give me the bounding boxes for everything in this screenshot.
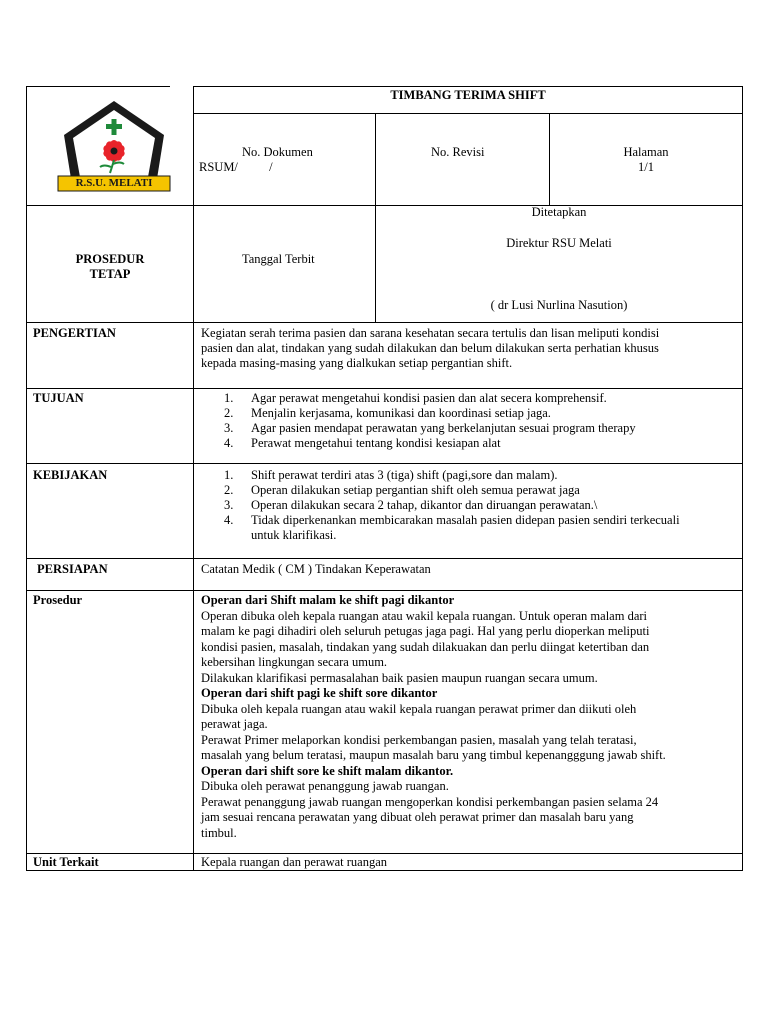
director-name: ( dr Lusi Nurlina Nasution) [490, 298, 628, 312]
list-item: 1. Shift perawat terdiri atas 3 (tiga) shift (pagi,sore dan malam). [224, 468, 558, 482]
pengertian-text-line: Kegiatan serah terima pasien dan sarana kesehatan secara tertulis dan lisan meliputi kondisi [201, 326, 660, 340]
prosedur-line: jam sesuai rencana perawatan yang dibuat oleh perawat primer dan masalah baru yang [201, 810, 634, 824]
director-label: Direktur RSU Melati [506, 236, 612, 250]
prosedur-line: Operan dibuka oleh kepala ruangan atau wakil kepala ruangan. Untuk operan malam dari [201, 608, 648, 623]
kebijakan-list [224, 468, 680, 543]
unit-terkait-text: Kepala ruangan dan perawat ruangan [201, 855, 388, 869]
prosedur-heading: Operan dari Shift malam ke shift pagi dikantor [201, 593, 455, 607]
prosedur-line: Perawat Primer melaporkan kondisi perkembangan pasien, masalah yang telah teratasi, [201, 732, 637, 747]
tujuan-label: TUJUAN [33, 391, 84, 405]
list-item: 4. Tidak diperkenankan membicarakan masalah pasien didepan pasien sendiri terkecuali [224, 513, 680, 527]
page-value: 1/1 [638, 160, 654, 174]
prosedur-line: perawat jaga. [201, 717, 268, 731]
hospital-logo [52, 97, 176, 193]
kebijakan-label: KEBIJAKAN [33, 468, 108, 482]
list-item: 3. Operan dilakukan secara 2 tahap, dikantor dan diruangan perawatan.\ [224, 498, 598, 512]
tujuan-list [224, 391, 636, 451]
prosedur-line: masalah yang belum teratasi, maupun masalah baru yang timbul kepenangggung jawab shift. [201, 748, 666, 762]
pengertian-text-line: kepada masing-masing yang dialkukan setiap pergantian shift. [201, 356, 513, 370]
persiapan-label: PERSIAPAN [37, 562, 108, 576]
doc-number-label: No. Dokumen [242, 145, 313, 159]
prosedur-line: malam ke pagi dihadiri oleh seluruh petugas jaga pagi. Hal yang perlu dioperkan meliputi [201, 624, 650, 638]
page-label: Halaman [623, 145, 669, 159]
list-item: 4. Perawat mengetahui tentang kondisi kesiapan alat [224, 436, 501, 450]
list-item: 1. Agar perawat mengetahui kondisi pasien dan alat secera komprehensif. [224, 391, 607, 405]
prosedur-line: Dibuka oleh kepala ruangan atau wakil kepala ruangan perawat primer dan diikuti oleh [201, 701, 637, 716]
prosedur-text [201, 593, 666, 841]
pengertian-label: PENGERTIAN [33, 326, 116, 340]
prosedur-line: Dilakukan klarifikasi permasalahan baik pasien maupun ruangan secara umum. [201, 670, 598, 685]
issue-date-label: Tanggal Terbit [242, 252, 315, 266]
doc-number-value: RSUM/ / [199, 160, 273, 174]
persiapan-text: Catatan Medik ( CM ) Tindakan Keperawatan [201, 562, 431, 576]
prosedur-line: kebersihan lingkungan secara umum. [201, 655, 388, 669]
list-item: 2. Operan dilakukan setiap pergantian shift oleh semua perawat jaga [224, 483, 580, 497]
prosedur-label: Prosedur [33, 593, 83, 607]
prosedur-heading: Operan dari shift pagi ke shift sore dikantor [201, 686, 438, 700]
prosedur-heading: Operan dari shift sore ke shift malam dikantor. [201, 763, 454, 778]
unit-terkait-label: Unit Terkait [33, 855, 99, 869]
revision-label: No. Revisi [431, 145, 485, 159]
procedure-title-line1: PROSEDUR [75, 252, 145, 266]
pengertian-text-line: pasien dan alat, tindakan yang sudah dilakukan dan belum dilakukan serta perhatian khusus [201, 341, 659, 355]
document-title: TIMBANG TERIMA SHIFT [390, 88, 546, 102]
list-item-continuation: untuk klarifikasi. [251, 528, 337, 542]
set-label: Ditetapkan [531, 205, 587, 219]
list-item: 3. Agar pasien mendapat perawatan yang berkelanjutan sesuai program therapy [224, 421, 636, 435]
logo-text: R.S.U. MELATI [75, 177, 153, 189]
list-item: 2. Menjalin kerjasama, komunikasi dan koordinasi setiap jaga. [224, 406, 551, 420]
prosedur-line: Perawat penanggung jawab ruangan mengoperkan kondisi perkembangan pasien selama 24 [201, 794, 659, 809]
prosedur-line: Dibuka oleh perawat penanggung jawab ruangan. [201, 779, 449, 793]
procedure-title-line2: TETAP [89, 267, 131, 281]
prosedur-line: timbul. [201, 825, 237, 840]
prosedur-line: kondisi pasien, masalah, tindakan yang sudah dilakuakan dan perlu diingat ketertiban dan [201, 639, 650, 654]
